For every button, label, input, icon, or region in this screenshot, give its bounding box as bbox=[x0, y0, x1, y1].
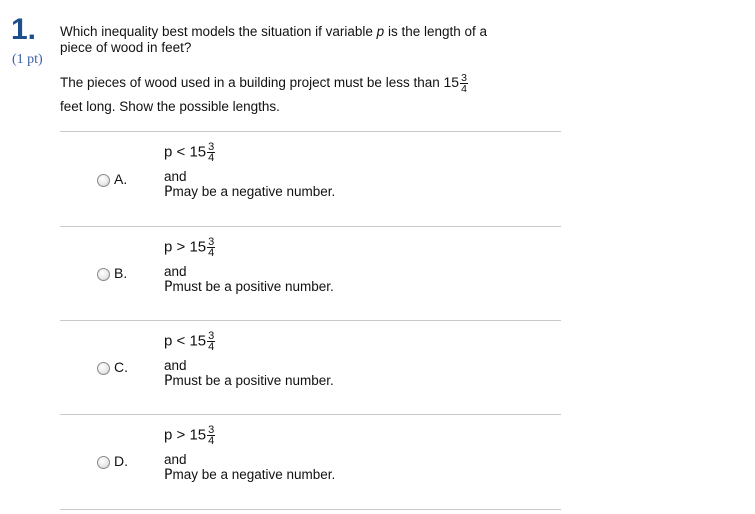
choice-b-variable: P bbox=[164, 279, 173, 295]
divider bbox=[60, 509, 561, 510]
context-mixed-number bbox=[443, 71, 467, 95]
choice-a-fraction bbox=[207, 142, 215, 163]
prompt-text-end: is the length of a piece of wood in feet? bbox=[60, 24, 488, 55]
choice-c-whole: 15 bbox=[189, 332, 207, 350]
choice-a-letter: A. bbox=[114, 171, 128, 187]
choice-c-letter: C. bbox=[114, 359, 128, 375]
choice-b-denominator: 4 bbox=[208, 247, 215, 259]
choice-d-lhs: p bbox=[164, 426, 173, 444]
choice-a-inequality bbox=[164, 142, 215, 163]
choice-d[interactable] bbox=[0, 415, 755, 505]
choice-c-fraction bbox=[207, 331, 215, 352]
choice-c-inequality bbox=[164, 331, 215, 352]
choice-d-description bbox=[164, 467, 335, 483]
question-points: (1 pt) bbox=[12, 52, 43, 67]
context-whole: 15 bbox=[443, 74, 460, 90]
choice-a-variable: P bbox=[164, 184, 173, 200]
choice-b-operator: > bbox=[176, 238, 186, 256]
choice-a[interactable] bbox=[0, 132, 755, 222]
choice-d-inequality bbox=[164, 425, 215, 446]
choice-c-variable: P bbox=[164, 373, 173, 389]
prompt-variable: p bbox=[376, 24, 385, 39]
question-number: 1. bbox=[11, 13, 37, 46]
choice-b-desc-text: must be a positive number. bbox=[172, 279, 334, 294]
choice-a-operator: < bbox=[176, 143, 186, 161]
choice-b-letter: B. bbox=[114, 265, 128, 281]
choice-c-and: and bbox=[164, 358, 187, 373]
choice-c-numerator: 3 bbox=[208, 330, 215, 342]
question-context bbox=[60, 70, 530, 119]
choice-d-letter: D. bbox=[114, 453, 128, 469]
choice-b-and: and bbox=[164, 264, 187, 279]
choice-b-numerator: 3 bbox=[208, 236, 215, 248]
choice-b[interactable] bbox=[0, 227, 755, 317]
choice-a-and: and bbox=[164, 169, 187, 184]
choice-d-and: and bbox=[164, 452, 187, 467]
choice-d-radio[interactable] bbox=[97, 456, 110, 469]
choice-c-radio[interactable] bbox=[97, 362, 110, 375]
context-denominator: 4 bbox=[461, 82, 467, 95]
choice-a-numerator: 3 bbox=[208, 141, 215, 153]
choice-b-lhs: p bbox=[164, 238, 173, 256]
choice-c-description bbox=[164, 373, 334, 389]
choice-a-desc-text: may be a negative number. bbox=[172, 184, 336, 199]
choice-a-radio[interactable] bbox=[97, 174, 110, 187]
question-prompt bbox=[60, 24, 520, 56]
choice-d-whole: 15 bbox=[189, 426, 207, 444]
choice-b-radio[interactable] bbox=[97, 268, 110, 281]
choice-c-denominator: 4 bbox=[208, 341, 215, 353]
choice-a-whole: 15 bbox=[189, 143, 207, 161]
choice-d-fraction bbox=[207, 425, 215, 446]
choice-a-description bbox=[164, 184, 335, 200]
choice-b-description bbox=[164, 279, 334, 295]
choice-b-whole: 15 bbox=[189, 238, 207, 256]
context-text-end: feet long. Show the possible lengths. bbox=[60, 99, 280, 114]
choice-c[interactable] bbox=[0, 321, 755, 411]
choice-d-variable: P bbox=[164, 467, 173, 483]
choice-c-lhs: p bbox=[164, 332, 173, 350]
choice-d-operator: > bbox=[176, 426, 186, 444]
context-fraction bbox=[460, 73, 468, 94]
prompt-text-start: Which inequality best models the situation if variable bbox=[60, 24, 377, 39]
choice-a-lhs: p bbox=[164, 143, 173, 161]
context-numerator: 3 bbox=[461, 71, 467, 84]
choice-d-denominator: 4 bbox=[208, 435, 215, 447]
context-text-start: The pieces of wood used in a building project must be less than bbox=[60, 75, 444, 90]
choice-b-inequality bbox=[164, 237, 215, 258]
choice-b-fraction bbox=[207, 237, 215, 258]
choice-c-desc-text: must be a positive number. bbox=[172, 373, 334, 388]
choice-c-operator: < bbox=[176, 332, 186, 350]
choice-d-desc-text: may be a negative number. bbox=[172, 467, 336, 482]
choice-a-denominator: 4 bbox=[208, 152, 215, 164]
choice-d-numerator: 3 bbox=[208, 424, 215, 436]
